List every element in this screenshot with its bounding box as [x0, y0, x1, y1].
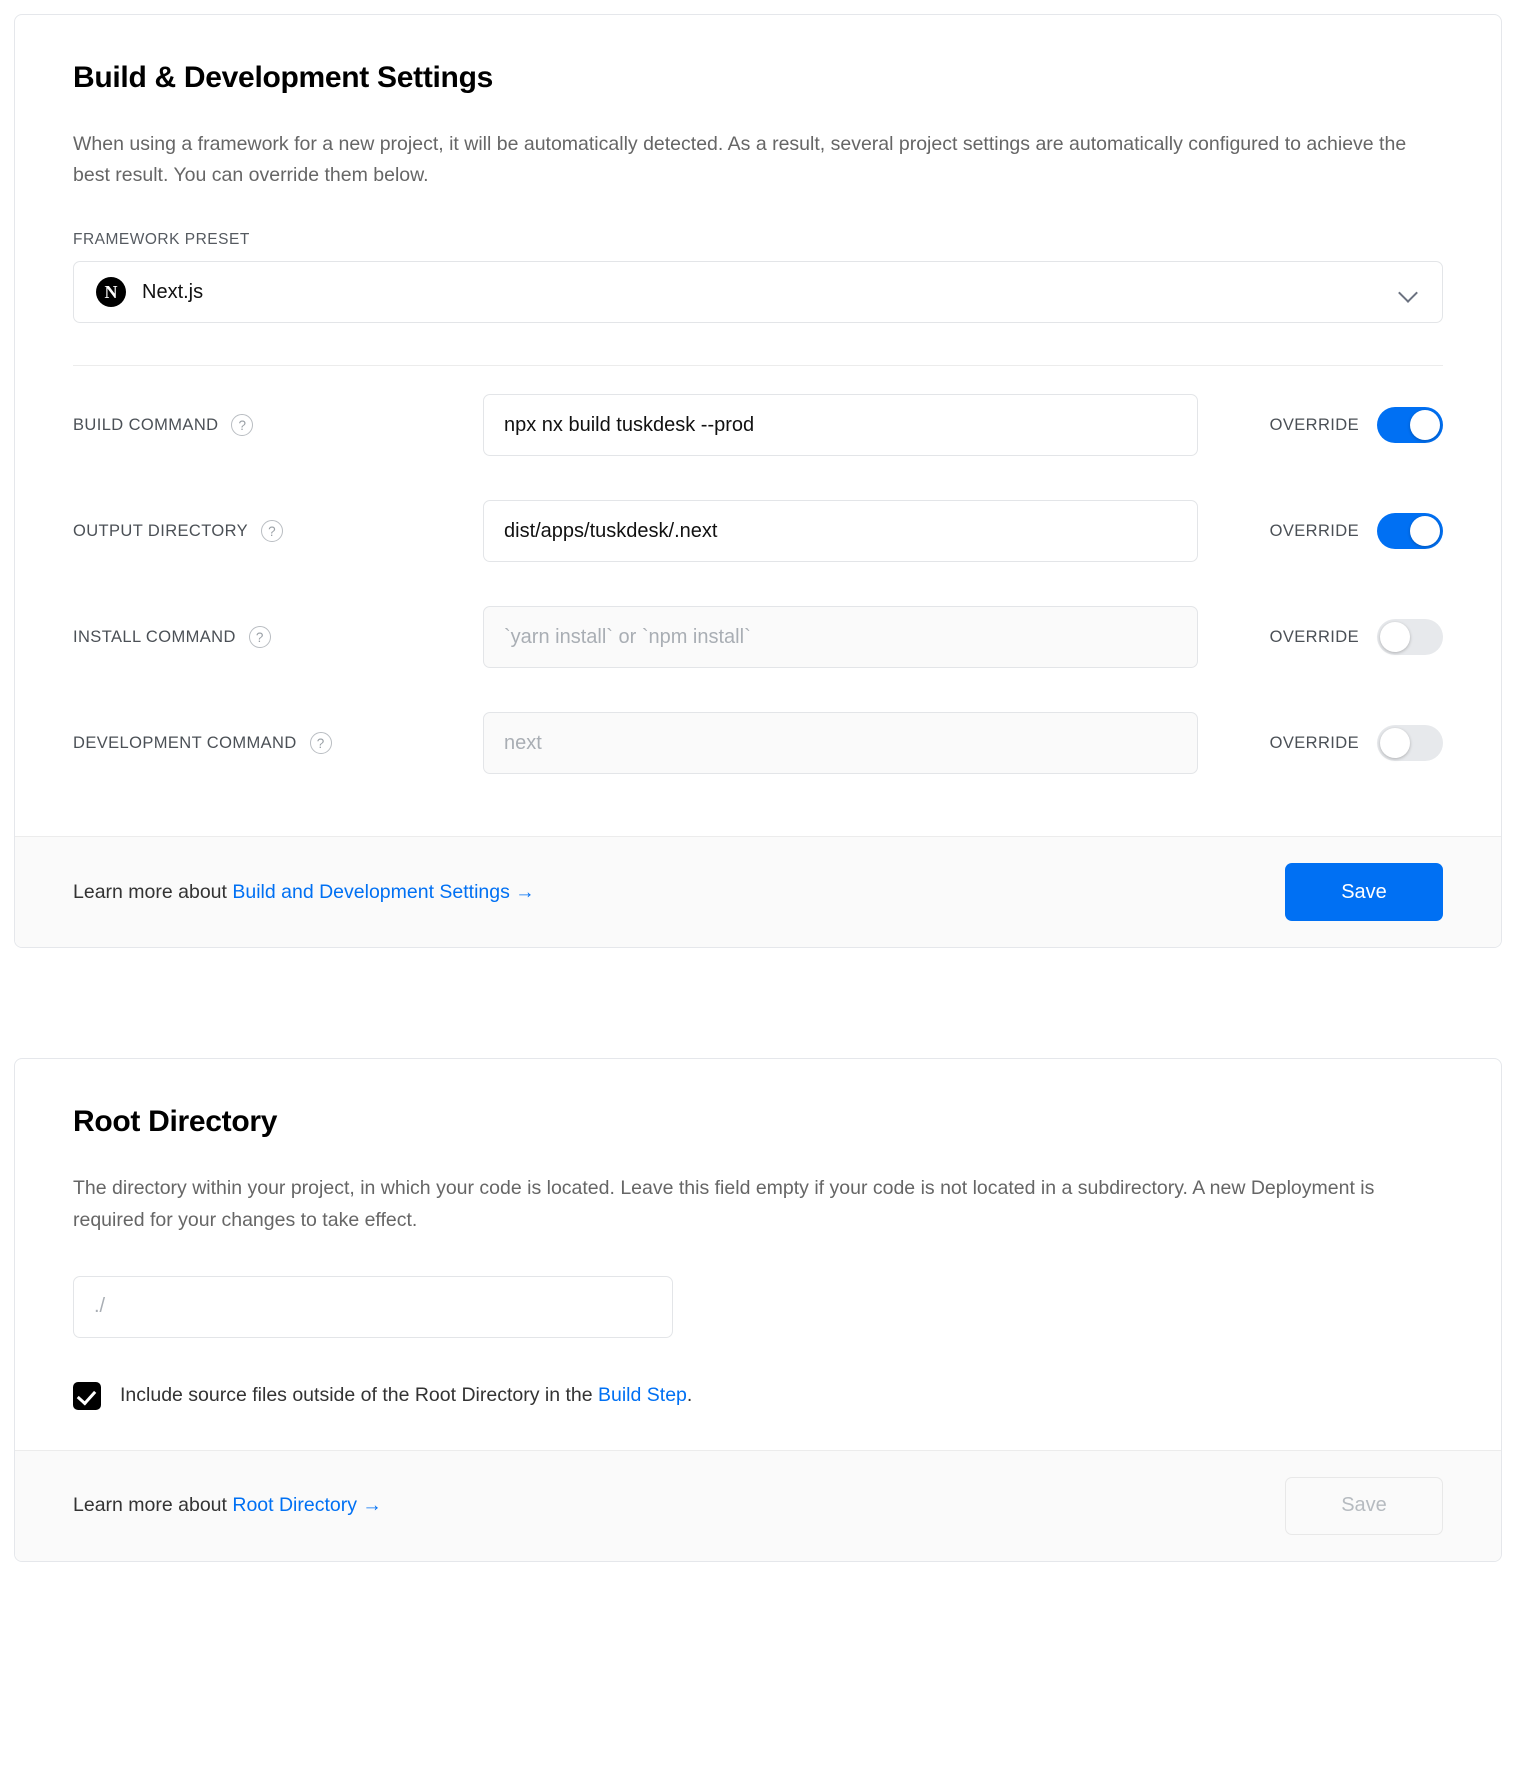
root-directory-input[interactable]	[73, 1276, 673, 1338]
development-command-input[interactable]	[483, 712, 1198, 774]
footer-learn-more	[73, 1494, 382, 1517]
override-label: OVERRIDE	[1269, 521, 1359, 540]
install-command-input[interactable]	[483, 606, 1198, 668]
build-settings-docs-link[interactable]: Build and Development Settings →	[232, 880, 535, 903]
include-source-files-label	[120, 1384, 692, 1407]
table-row	[73, 584, 1443, 690]
section-divider	[73, 365, 1443, 366]
build-settings-description: When using a framework for a new project, it will be automatically detected. As a result, several project settings are automatically configured to achieve the best result. You can override them below.	[73, 133, 1407, 187]
build-step-link[interactable]: Build Step	[598, 1384, 687, 1407]
build-command-input[interactable]	[483, 394, 1198, 456]
row-label	[73, 626, 483, 648]
root-directory-description: The directory within your project, in which your code is located. Leave this field empty if your code is not located in a subdirectory. A new Deployment is required for your changes to take effect.	[73, 1177, 1375, 1231]
build-settings-card	[14, 14, 1502, 948]
footer-prefix: Learn more about	[73, 880, 233, 903]
install-command-override-toggle[interactable]	[1377, 619, 1443, 655]
row-override-control	[1198, 407, 1443, 443]
install-command-label: INSTALL COMMAND	[73, 627, 236, 646]
row-override-control	[1198, 725, 1443, 761]
help-icon[interactable]: ?	[310, 732, 332, 754]
output-directory-label: OUTPUT DIRECTORY	[73, 521, 249, 540]
override-rows	[73, 372, 1443, 796]
footer-prefix: Learn more about	[73, 1494, 233, 1517]
nextjs-logo-icon: N	[96, 277, 126, 307]
help-icon[interactable]: ?	[249, 626, 271, 648]
row-override-control	[1198, 513, 1443, 549]
output-directory-override-toggle[interactable]	[1377, 513, 1443, 549]
override-label: OVERRIDE	[1269, 627, 1359, 646]
framework-preset-label: FRAMEWORK PRESET	[73, 231, 250, 249]
root-directory-card	[14, 1058, 1502, 1561]
toggle-knob	[1380, 728, 1410, 758]
root-directory-body	[15, 1059, 1501, 1449]
build-command-label: BUILD COMMAND	[73, 415, 219, 434]
row-label	[73, 732, 483, 754]
checkbox-text-after: .	[686, 1384, 693, 1407]
save-button[interactable]: Save	[1285, 1477, 1443, 1535]
chevron-down-icon[interactable]	[1398, 281, 1420, 303]
development-command-label: DEVELOPMENT COMMAND	[73, 733, 297, 752]
framework-preset-selected	[96, 277, 1398, 307]
output-directory-input[interactable]	[483, 500, 1198, 562]
framework-preset-value: Next.js	[142, 280, 204, 303]
root-directory-footer	[15, 1450, 1501, 1561]
development-command-override-toggle[interactable]	[1377, 725, 1443, 761]
root-directory-title: Root Directory	[73, 1105, 278, 1139]
build-command-override-toggle[interactable]	[1377, 407, 1443, 443]
include-source-files-checkbox[interactable]	[73, 1382, 101, 1410]
framework-preset-select[interactable]	[73, 261, 1443, 323]
help-icon[interactable]: ?	[261, 520, 283, 542]
table-row	[73, 478, 1443, 584]
root-directory-docs-link[interactable]: Root Directory →	[232, 1494, 382, 1517]
toggle-knob	[1410, 410, 1440, 440]
row-label	[73, 520, 483, 542]
save-button[interactable]: Save	[1285, 863, 1443, 921]
build-settings-footer	[15, 836, 1501, 947]
checkbox-text-before: Include source files outside of the Root Directory in the	[120, 1384, 598, 1407]
table-row	[73, 372, 1443, 478]
override-label: OVERRIDE	[1269, 733, 1359, 752]
toggle-knob	[1410, 516, 1440, 546]
toggle-knob	[1380, 622, 1410, 652]
row-override-control	[1198, 619, 1443, 655]
build-settings-body	[15, 15, 1501, 836]
table-row	[73, 690, 1443, 796]
include-source-files-row	[73, 1382, 1443, 1410]
page-title: Build & Development Settings	[73, 61, 493, 94]
override-label: OVERRIDE	[1269, 415, 1359, 434]
help-icon[interactable]: ?	[231, 414, 253, 436]
row-label	[73, 414, 483, 436]
footer-learn-more	[73, 881, 535, 904]
